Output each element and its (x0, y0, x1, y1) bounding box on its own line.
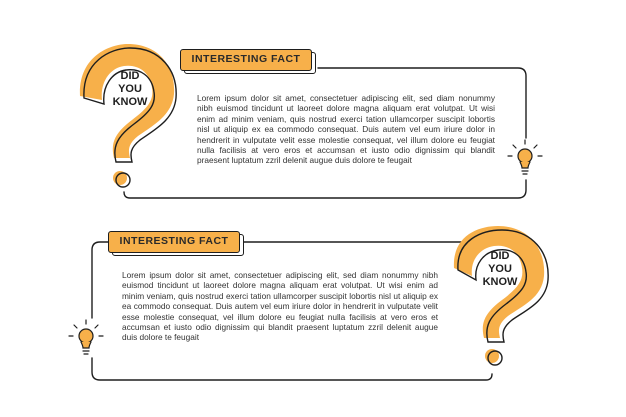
did-you-know-text (100, 70, 160, 109)
fact-body-text: Lorem ipsum dolor sit amet, consectetuer adipiscing elit, sed diam nonummy nibh euismod tincidunt ut laoreet dolore magna aliquam erat volutpat. Ut wisi enim ad minim veniam, quis nostrud exerci tation ullamcorper suscipit lobortis nisl ut aliquip ex ea commodo consequat. Duis autem vel eum iriure dolor in hendrerit in vulputate velit esse molestie consequat, vel illum dolore eu feugiat nulla facilisis at vero eros et accumsan et iusto odio dignissim qui blandit praesent luptatum zzril delenit augue duis dolore te feugait (122, 270, 438, 343)
interesting-fact-label: INTERESTING FACT (180, 49, 312, 71)
did-you-know-line-2: YOU (118, 83, 142, 95)
did-you-know-text (470, 250, 530, 289)
did-you-know-line-1: DID (490, 250, 510, 262)
lightbulb-icon (69, 320, 103, 354)
did-you-know-line-2: YOU (488, 263, 512, 275)
interesting-fact-label: INTERESTING FACT (108, 231, 240, 253)
did-you-know-line-1: DID (120, 70, 140, 82)
lightbulb-icon (508, 140, 542, 174)
question-mark-icon (80, 44, 176, 187)
fact-body-text: Lorem ipsum dolor sit amet, consectetuer adipiscing elit, sed diam nonummy nibh euismod tincidunt ut laoreet dolore magna aliquam erat volutpat. Ut wisi enim ad minim veniam, quis nostrud exerci tation ullamcorper suscipit lobortis nisl ut aliquip ex ea commodo consequat. Duis autem vel eum iriure dolor in hendrerit in vulputate velit esse molestie consequat, vel illum dolore eu feugiat nulla facilisis at vero eros et accumsan et iusto odio dignissim qui blandit praesent luptatum zzril delenit augue duis dolore te feugait (197, 93, 495, 166)
did-you-know-line-3: KNOW (112, 96, 148, 108)
did-you-know-line-3: KNOW (482, 276, 518, 288)
question-mark-icon (454, 226, 548, 365)
